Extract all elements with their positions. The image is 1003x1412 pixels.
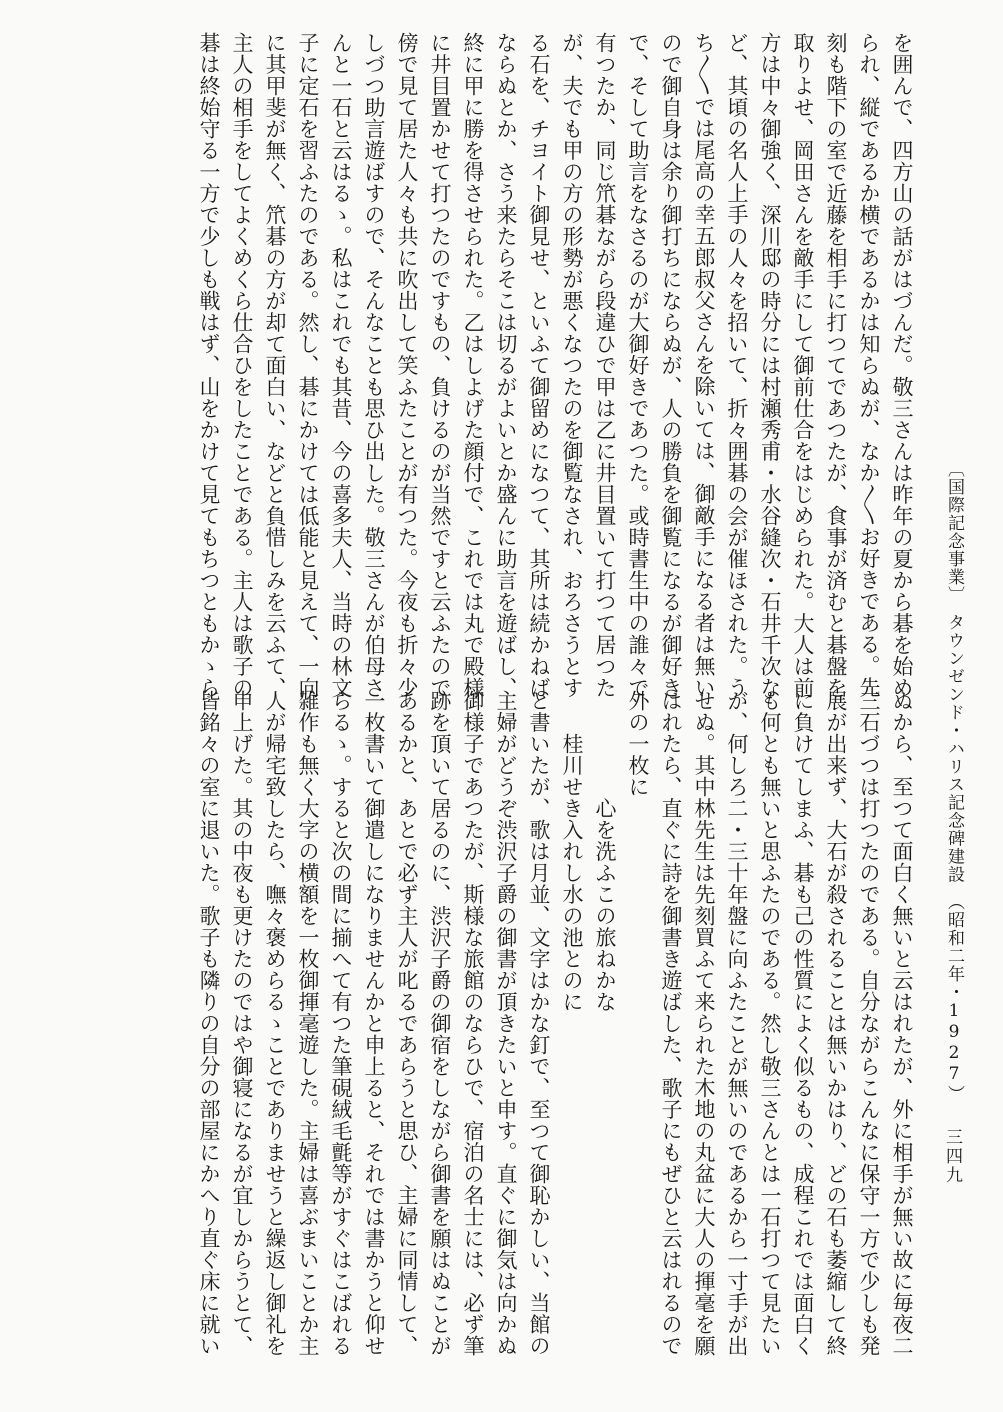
text-line: に其甲斐が無く、笊碁の方が却て面白い、などと負惜しみを云ふて、 [263,32,287,699]
text-line: 跡を頂いて居るのに、渋沢子爵の御宿をしながら御書を願はぬことが [428,690,452,1357]
text-line: ので御自身は余り御打ちにならぬが、人の勝負を御覧になるが御好き [659,32,683,699]
text-line: 方は中々御強く、深川邸の時分には村瀬秀甫・水谷縫次・石井千次な [758,32,782,699]
text-line: しづつ助言遊ばすので、そんなことも思ひ出した。敬三さんが伯母さ [362,32,386,699]
text-line: ならぬとか、さう来たらそこは切るがよいとか盛んに助言を遊ばし、 [494,32,518,699]
text-line: せぬ。其中林先生は先刻買ふて来られた木地の丸盆に大人の揮毫を願 [692,690,716,1357]
lower-text-block [192,690,918,1370]
text-line: 展が出来ず、大石が殺されることは無いかはり、どの石も萎縮して終 [824,690,848,1357]
text-line: 雑作も無く大字の横額を一枚御揮毫遊した。主婦は喜ぶまいことか主 [296,690,320,1357]
text-line: 有つたか、同じ笊碁ながら段違ひで甲は乙に井目置いて打つて居つた [593,32,617,699]
text-line: 外の一枚に [626,690,650,798]
text-line: 碁は終始守る一方で少しも戦はず、山をかけて見てもちつともかゝら [197,32,221,699]
upper-text-block [192,32,918,699]
text-line: が、何しろ二・三十年盤に向ふたことが無いのであるから一寸手が出 [725,690,749,1357]
text-line: はれたら、直ぐに詩を御書き遊ばした、歌子にもぜひと云はれるので [659,690,683,1357]
text-line: も何とも無いと思ふたのである。然し敬三さんとは一石打つて見たい [758,690,782,1357]
text-line: 申上げた。其の中夜も更けたのではや御寝になるが宜しからうとて、 [230,690,254,1357]
text-line: 三石づつは打つたのである。自分ながらこんなに保守一方で少しも発 [857,690,881,1357]
text-line: に負けてしまふ、碁も己の性質によく似るもの、成程これでは面白く [791,690,815,1357]
text-line: 人が帰宅致したら、嘸々褒めらるゝことでありませうと繰返し御礼を [263,690,287,1357]
text-line: 取りよせ、岡田さんを敵手にして御前仕合をはじめられた。大人は前 [791,32,815,699]
text-line: と書いたが、歌は月並、文字はかな釘で、至つて御恥かしい、当館の [527,690,551,1357]
text-line: ち〳〵では尾高の幸五郎叔父さんを除いては、御敵手になる者は無い [692,32,716,698]
text-line: 主人の相手をしてよくめくら仕合ひをしたことである。主人は歌子の [230,32,254,699]
poem-line: 心を洗ふこの旅ねかな [593,690,617,1013]
text-line: んと一石と云はるゝ。私はこれでも其昔、今の喜多夫人、当時の林文 [329,32,353,699]
text-line: 終に甲に勝を得させられた。乙はしよげた顔付で、これでは丸で殿様 [461,32,485,699]
text-line: 主婦がどうぞ渋沢子爵の御書が頂きたいと申す。直ぐに御気は向かぬ [494,690,518,1357]
text-line: らるゝ。すると次の間に揃へて有つた筆硯絨毛氈等がすぐはこばれる [329,690,353,1357]
text-line: を囲んで、四方山の話がはづんだ。敬三さんは昨年の夏から碁を始め [890,32,914,699]
text-line: る石を、チヨイト御見せ、といふて御留めになつて、其所は続かねば [527,32,551,699]
text-line: 御様子であつたが、斯様な旅館のならひで、宿泊の名士には、必ず筆 [461,690,485,1357]
text-line: 刻も階下の室で近藤を相手に打つてであつたが、食事が済むと碁盤を [824,32,848,699]
poem-line: 桂川せき入れし水の池とのに [560,690,584,1013]
text-line: 子に定石を習ふたのである。然し、碁にかけては低能と見えて、一向 [296,32,320,699]
text-line: ぬから、至つて面白く無いと云はれたが、外に相手が無い故に毎夜二 [890,690,914,1357]
text-line: ど、其頃の名人上手の人々を招いて、折々囲碁の会が催ほされた。う [725,32,749,699]
text-line: 一枚書いて御遣しになりませんかと申上ると、それでは書かうと仰せ [362,690,386,1357]
text-line: が、夫でも甲の方の形勢が悪くなつたのを御覧なされ、おろさうとす [560,32,584,699]
text-line: あるかと、あとで必ず主人が叱るであらうと思ひ、主婦に同情して、 [395,690,419,1357]
text-line: 皆銘々の室に退いた。歌子も隣りの自分の部屋にかへり直ぐ床に就い [197,690,221,1357]
page-number: 三四九 [942,1128,962,1185]
text-line: に井目置かせて打つたのですもの、負けるのが当然ですと云ふたので [428,32,452,699]
text-line: 傍で見て居た人々も共に吹出して笑ふたことが有つた。今夜も折々少 [395,32,419,699]
running-header: 〔国際記念事業〕 タウンゼンド・ハリス記念碑建設 （昭和二年・1927） [944,460,964,1103]
text-line: られ、縦であるか横であるかは知らぬが、なか〳〵お好きである。先 [857,32,881,698]
text-line: で、そして助言をなさるのが大御好きであつた。或時書生中の誰々で [626,32,650,699]
